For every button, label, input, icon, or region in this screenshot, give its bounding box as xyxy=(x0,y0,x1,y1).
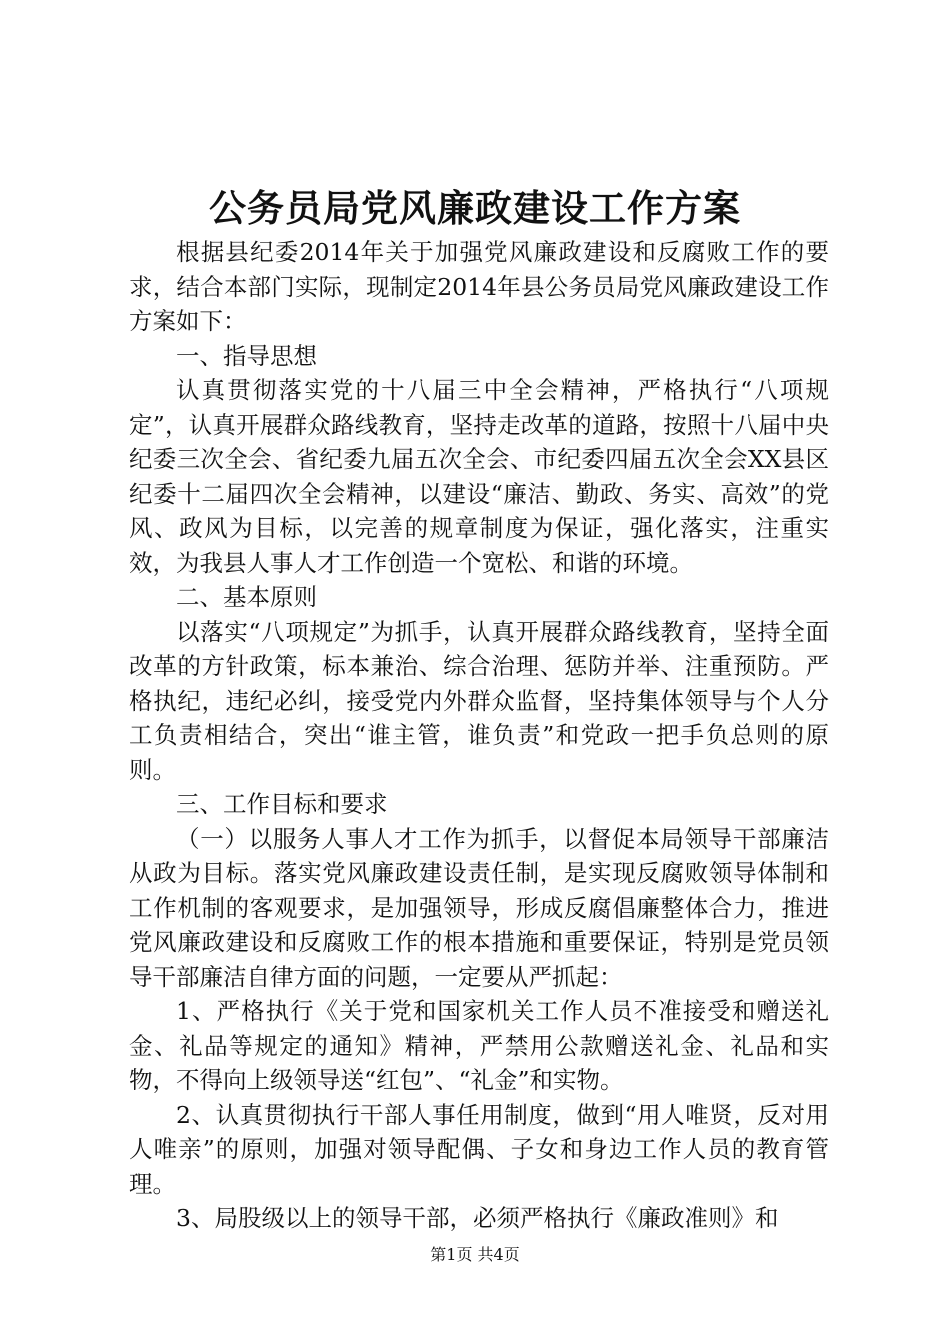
paragraph-guiding-ideology: 认真贯彻落实党的十八届三中全会精神，严格执行“八项规定”，认真开展群众路线教育，坚持走改革的道路，按照十八届中央纪委三次全会、省纪委九届五次全会、市纪委四届五次全会XX县区纪委十二届四次全会精神，以建设“廉洁、勤政、务实、高效”的党风、政风为目标，以完善的规章制度为保证，强化落实，注重实效，为我县人事人才工作创造一个宽松、和谐的环境。 xyxy=(129,376,829,577)
page-number-footer: 第1页 共4页 xyxy=(430,1245,520,1264)
paragraph-intro: 根据县纪委2014年关于加强党风廉政建设和反腐败工作的要求，结合本部门实际，现制定2014年县公务员局党风廉政建设工作方案如下： xyxy=(129,238,829,335)
paragraph-goal-one: （一）以服务人事人才工作为抓手，以督促本局领导干部廉洁从政为目标。落实党风廉政建设责任制，是实现反腐败领导体制和工作机制的客观要求，是加强领导，形成反腐倡廉整体合力，推进党风廉政建设和反腐败工作的根本措施和重要保证，特别是党员领导干部廉洁自律方面的问题，一定要从严抓起： xyxy=(129,824,829,991)
document-title: 公务员局党风廉政建设工作方案 xyxy=(209,186,741,230)
section-heading-goals-requirements: 三、工作目标和要求 xyxy=(176,790,388,818)
list-item-3: 3、局股级以上的领导干部，必须严格执行《廉政准则》和 xyxy=(176,1204,779,1232)
list-item-2: 2、认真贯彻执行干部人事任用制度，做到“用人唯贤，反对用人唯亲”的原则，加强对领导配偶、子女和身边工作人员的教育管理。 xyxy=(129,1100,829,1198)
section-heading-basic-principles: 二、基本原则 xyxy=(176,583,317,611)
list-item-1: 1、严格执行《关于党和国家机关工作人员不准接受和赠送礼金、礼品等规定的通知》精神，严禁用公款赠送礼金、礼品和实物，不得向上级领导送“红包”、“礼金”和实物。 xyxy=(129,997,829,1094)
document-body xyxy=(129,235,829,1236)
section-heading-guiding-ideology: 一、指导思想 xyxy=(176,341,317,370)
paragraph-basic-principles: 以落实“八项规定”为抓手，认真开展群众路线教育，坚持全面改革的方针政策，标本兼治、综合治理、惩防并举、注重预防。严格执纪，违纪必纠，接受党内外群众监督，坚持集体领导与个人分工负责相结合，突出“谁主管，谁负责”和党政一把手负总则的原则。 xyxy=(129,617,829,784)
